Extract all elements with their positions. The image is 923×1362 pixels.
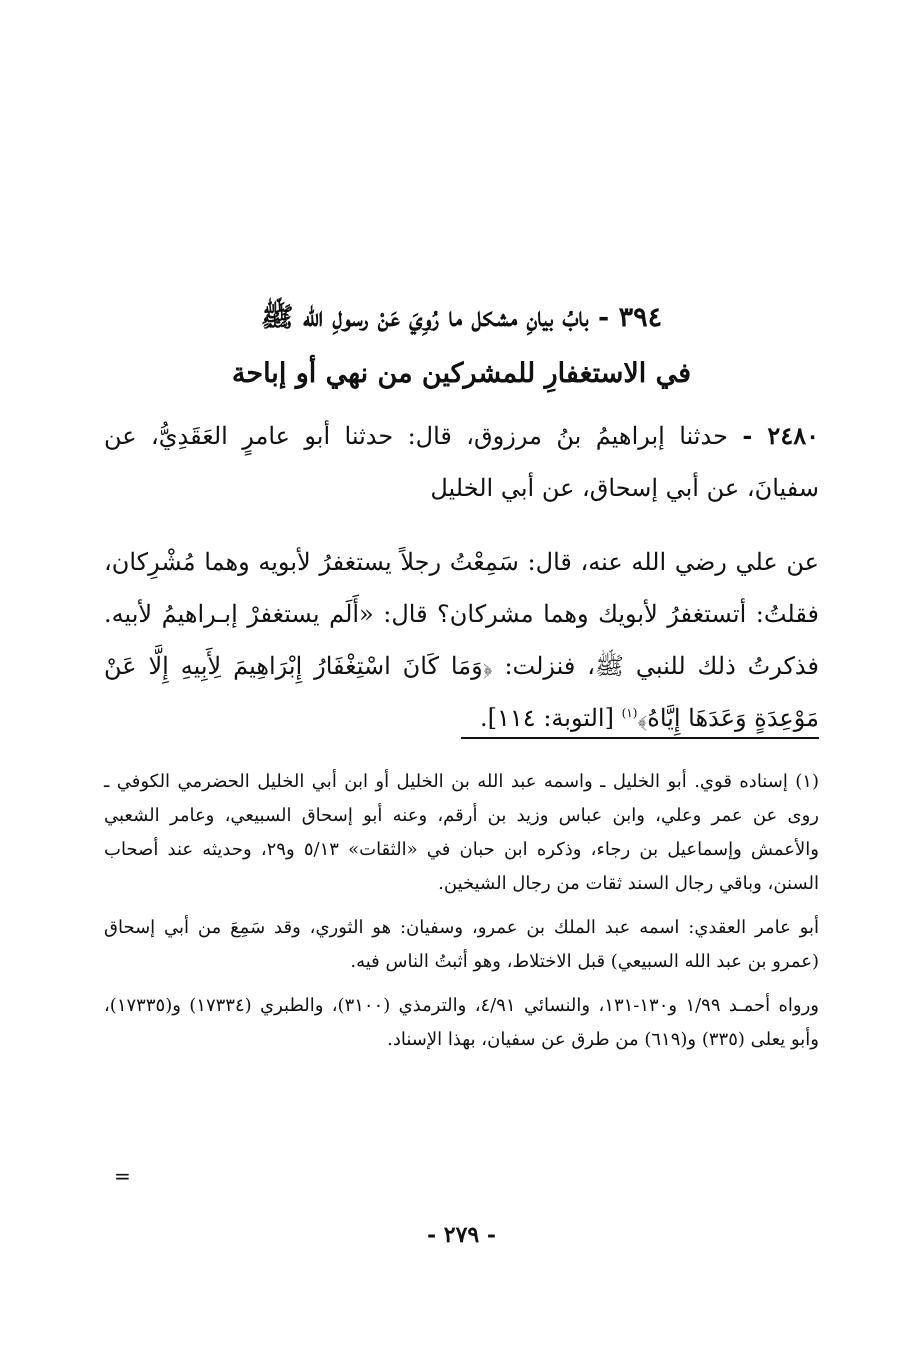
hadith-matn: عن علي رضي الله عنه، قال: سَمِعْتُ رجلاً يستغفرُ لأبويه وهما مُشْرِكان، فقلتُ: أتستغفرُ لأبويك وهما مشركان؟ قال: «أَلَم يستغفرْ إبـراهيمُ لأبيه. فذكرتُ ذلك للنبي ﷺ، فنزلت: ﴿وَمَا كَانَ اسْتِغْفَارُ إِبْرَاهِيمَ لِأَبِيهِ إِلَّا عَنْ مَوْعِدَةٍ وَعَدَهَا إِيَّاهُ﴾ — [104, 548, 819, 732]
hadith-matn-paragraph — [104, 536, 819, 744]
chapter-heading — [104, 290, 819, 402]
footnote-paragraph-3: ورواه أحمـد ١/٩٩ و١٣٠-١٣١، والنسائي ٤/٩١، والترمذي (٣١٠٠)، والطبري (١٧٣٣٤) و(١٧٣٣٥)، وأبو يعلى (٣٣٥) و(٦١٩) من طرق عن سفيان، بهذا الإسناد. — [104, 995, 819, 1050]
footnote-separator — [461, 737, 819, 739]
hadith-number: ٢٤٨٠ - — [742, 421, 819, 450]
footnotes-section — [104, 765, 819, 1067]
footnote-reference[interactable]: (١) — [621, 706, 638, 720]
page-number: - ٢٧٩ - — [426, 1222, 497, 1248]
continuation-mark: = — [114, 1164, 131, 1188]
quran-citation: [التوبة: ١١٤]. — [480, 704, 614, 732]
footnote-paragraph-1: (١) إسناده قوي. أبو الخليل ـ واسمه عبد الله بن الخليل أو ابن أبي الخليل الحضرمي الكوفي ـ روى عن عمر وعلي، وابن عباس وزيد بن أرقم، وعنه أبو إسحاق السبيعي، وعامر الشعبي والأعمش وإسماعيل بن رجاء، وذكره ابن حبان في «الثقات» ٥/١٣ و٢٩، وحديثه عند أصحاب السنن، وباقي رجال السند ثقات من رجال الشيخين. — [104, 771, 819, 894]
hadith-isnad: حدثنا إبراهيمُ بنُ مرزوق، قال: حدثنا أبو عامرٍ العَقَدِيُّ، عن سفيانَ، عن أبي إسحاق، عن أبي الخليل — [104, 422, 819, 502]
hadith-isnad-paragraph — [104, 410, 819, 514]
chapter-title-line-2: في الاستغفارِ للمشركين من نهي أو إباحة — [231, 358, 692, 389]
hadith-block — [104, 410, 819, 744]
footnote-paragraph-2: أبو عامر العقدي: اسمه عبد الملك بن عمرو، وسفيان: هو الثوري، وقد سَمِعَ من أبي إسحاق (عمرو بن عبد الله السبيعي) قبل الاختلاط، وهو أثبتُ الناس فيه. — [104, 917, 819, 972]
chapter-title-line-1: ٣٩٤ - بابُ بيانِ مشكل ما رُوِيَ عَنْ رسولِ الله ﷺ — [260, 302, 663, 333]
